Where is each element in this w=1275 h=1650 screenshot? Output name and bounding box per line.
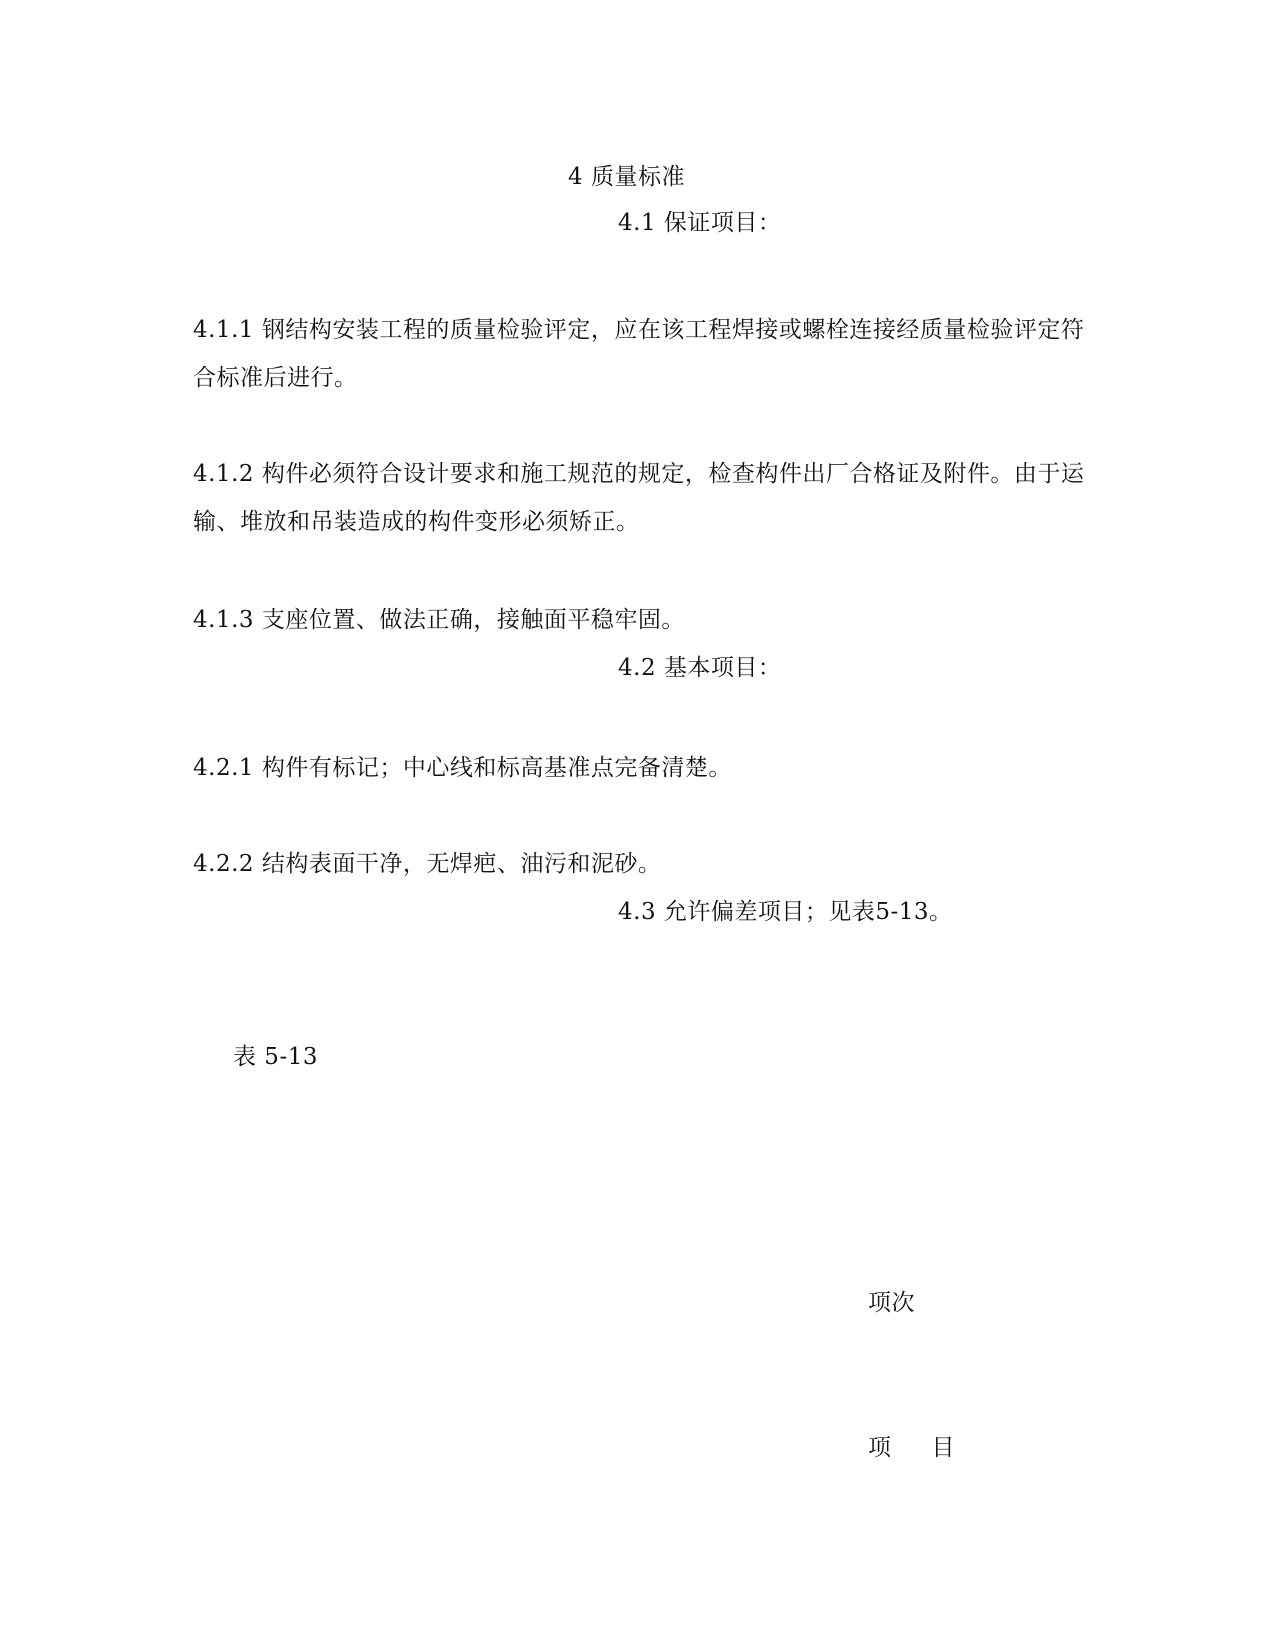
table-header-item xyxy=(868,1433,955,1463)
section-title: 4 质量标准 xyxy=(568,164,685,190)
subsection-4-1-heading: 4.1 保证项目： xyxy=(618,210,782,236)
table-header-item-char-a: 项 xyxy=(868,1435,892,1461)
paragraph-4-1-3: 4.1.3 支座位置、做法正确，接触面平稳牢固。 xyxy=(193,607,685,633)
subsection-4-3-heading: 4.3 允许偏差项目；见表5-13。 xyxy=(618,899,953,925)
subsection-4-2-heading: 4.2 基本项目： xyxy=(618,655,782,681)
paragraph-4-2-1: 4.2.1 构件有标记；中心线和标高基准点完备清楚。 xyxy=(193,755,732,781)
paragraph-4-1-1: 4.1.1 钢结构安装工程的质量检验评定，应在该工程焊接或螺栓连接经质量检验评定符合标准后进行。 xyxy=(193,317,1085,391)
table-header-item-char-b: 目 xyxy=(931,1435,955,1461)
table-header-item-no: 项次 xyxy=(868,1290,915,1316)
paragraph-4-2-2: 4.2.2 结构表面干净，无焊疤、油污和泥砂。 xyxy=(193,851,662,877)
table-caption: 表 5-13 xyxy=(233,1044,318,1070)
paragraph-4-1-2: 4.1.2 构件必须符合设计要求和施工规范的规定，检查构件出厂合格证及附件。由于运输、堆放和吊装造成的构件变形必须矫正。 xyxy=(193,461,1085,535)
